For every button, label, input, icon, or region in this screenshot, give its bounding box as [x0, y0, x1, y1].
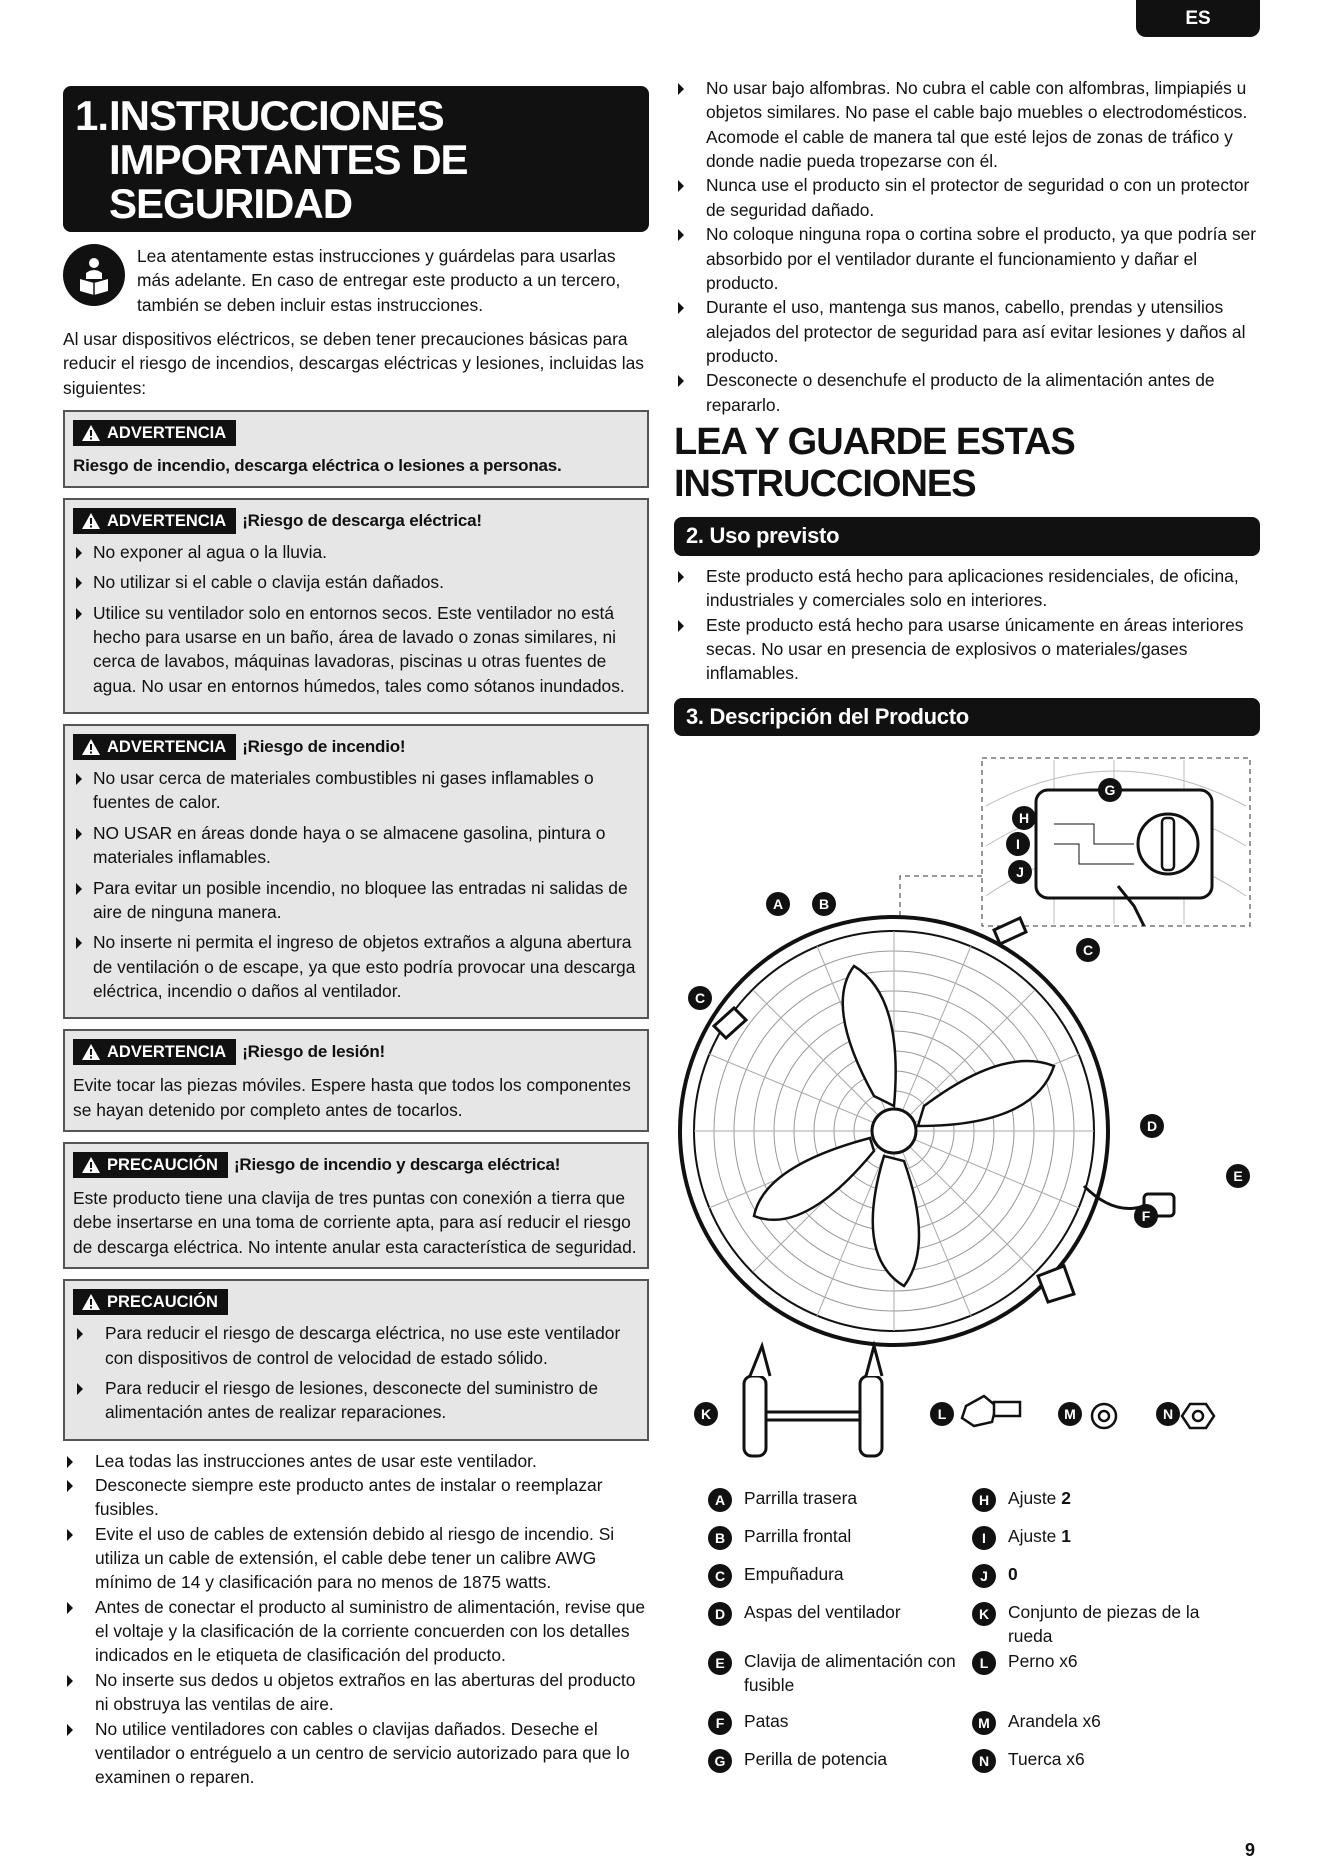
list-item: Desconecte o desenchufe el producto de la alimentación antes de repararlo.: [674, 368, 1260, 417]
warning-box-fire: [63, 724, 649, 1019]
list-item: No inserte sus dedos u objetos extraños en las aberturas del producto ni obstruya las ventilas de aire.: [63, 1668, 649, 1717]
section-3-title: 3. Descripción del Producto: [674, 698, 1260, 737]
callout-n: N: [1156, 1402, 1180, 1426]
warning-triangle-icon: [81, 1293, 101, 1311]
callout-g: G: [1098, 778, 1122, 802]
part-j: J 0: [972, 1562, 1236, 1600]
language-tab: ES: [1136, 0, 1260, 37]
parts-legend: [708, 1486, 1268, 1785]
list-item: Para evitar un posible incendio, no bloquee las entradas ni salidas de aire de ninguna manera.: [73, 876, 639, 925]
warning-badge: ADVERTENCIA: [73, 1039, 236, 1065]
right-column: [674, 76, 1260, 1516]
list-item: Desconecte siempre este producto antes de instalar o reemplazar fusibles.: [63, 1473, 649, 1522]
list-item: No usar bajo alfombras. No cubra el cable con alfombras, limpiapiés u objetos similares. No pase el cable bajo muebles o electrodomésticos. Acomode el cable de manera tal que esté lejos de zonas de tráfico y donde nadie pueda tropezarse con él.: [674, 76, 1260, 173]
page-number: 9: [1245, 1840, 1256, 1860]
part-k: K Conjunto de piezas de la rueda: [972, 1600, 1236, 1649]
list-item: Durante el uso, mantenga sus manos, cabello, prendas y utensilios alejados del protector de seguridad para así evitar lesiones y daños al producto.: [674, 295, 1260, 368]
caution-title: ¡Riesgo de incendio y descarga eléctrica!: [233, 1155, 561, 1175]
callout-m: M: [1058, 1402, 1082, 1426]
warning-box-electric: [63, 498, 649, 714]
list-item: Este producto está hecho para aplicaciones residenciales, de oficina, industriales y comerciales solo en interiores.: [674, 564, 1260, 613]
caution-box-general: [63, 1279, 649, 1440]
caution-body: Este producto tiene una clavija de tres puntas con conexión a tierra que debe insertarse en una toma de corriente apta, para así reducir el riesgo de descarga eléctrica. No intente anular esta característica de seguridad.: [73, 1188, 637, 1257]
callout-c-left: C: [688, 986, 712, 1010]
part-i: I Ajuste 1: [972, 1524, 1236, 1562]
warning-badge: ADVERTENCIA: [73, 734, 236, 760]
warning-list: [73, 540, 639, 698]
part-m: M Arandela x6: [972, 1709, 1236, 1747]
callout-h: H: [1012, 806, 1036, 830]
warning-triangle-icon: [81, 1156, 101, 1174]
part-g: G Perilla de potencia: [708, 1747, 972, 1785]
read-manual-icon: [63, 244, 125, 306]
part-h: H Ajuste 2: [972, 1486, 1236, 1524]
warning-box-general: [63, 410, 649, 488]
intro-text: Lea atentamente estas instrucciones y guárdelas para usarlas más adelante. En caso de entregar este producto a un tercero, también se deben incluir estas instrucciones.: [137, 246, 621, 315]
keep-instructions-heading: LEA Y GUARDE ESTAS INSTRUCCIONES: [674, 421, 1075, 506]
callout-b: B: [812, 892, 836, 916]
section-1-title: 1.INSTRUCCIONES IMPORTANTES DE SEGURIDAD: [63, 86, 649, 232]
safety-list-continued: [674, 76, 1260, 417]
caution-list: [73, 1321, 639, 1424]
part-d: D Aspas del ventilador: [708, 1600, 972, 1649]
intro-block: [63, 244, 649, 317]
caution-badge: PRECAUCIÓN: [73, 1152, 228, 1178]
list-item: Utilice su ventilador solo en entornos secos. Este ventilador no está hecho para usarse en un baño, área de lavado o zonas similares, ni cerca de lavabos, máquinas lavadoras, piscinas u otras fuentes de agua. No usar en entornos húmedos, tales como sótanos inundados.: [73, 601, 639, 698]
callout-k: K: [694, 1402, 718, 1426]
lead-paragraph: Al usar dispositivos eléctricos, se deben tener precauciones básicas para reducir el riesgo de incendios, descargas eléctricas y lesiones, incluidas las siguientes:: [63, 329, 644, 398]
warning-badge: ADVERTENCIA: [73, 508, 236, 534]
section-2-title: 2. Uso previsto: [674, 517, 1260, 556]
list-item: Nunca use el producto sin el protector de seguridad o con un protector de seguridad dañado.: [674, 173, 1260, 222]
fan-illustration: [674, 746, 1260, 1486]
callout-j: J: [1008, 860, 1032, 884]
callout-c-right: C: [1076, 938, 1100, 962]
list-item: No utilice ventiladores con cables o clavijas dañados. Deseche el ventilador o entréguelo a un centro de servicio autorizado para que lo examinen o reparen.: [63, 1717, 649, 1790]
part-l: L Perno x6: [972, 1649, 1236, 1709]
warning-title: ¡Riesgo de lesión!: [242, 1042, 385, 1062]
warning-risk-text: Riesgo de incendio, descarga eléctrica o lesiones a personas.: [73, 456, 562, 476]
callout-d: D: [1140, 1114, 1164, 1138]
part-n: N Tuerca x6: [972, 1747, 1236, 1785]
part-a: A Parrilla trasera: [708, 1486, 972, 1524]
part-f: F Patas: [708, 1709, 972, 1747]
left-column: [63, 86, 649, 1790]
list-item: Lea todas las instrucciones antes de usar este ventilador.: [63, 1449, 649, 1473]
list-item: No inserte ni permita el ingreso de objetos extraños a alguna abertura de ventilación o de escape, ya que esto podría provocar una descarga eléctrica, incendio o daños al ventilador.: [73, 930, 639, 1003]
warning-triangle-icon: [81, 424, 101, 442]
warning-badge: ADVERTENCIA: [73, 420, 236, 446]
part-b: B Parrilla frontal: [708, 1524, 972, 1562]
callout-l: L: [930, 1402, 954, 1426]
list-item: Este producto está hecho para usarse únicamente en áreas interiores secas. No usar en presencia de explosivos o materiales/gases inflamables.: [674, 613, 1260, 686]
list-item: No exponer al agua o la lluvia.: [73, 540, 639, 564]
warning-body: Evite tocar las piezas móviles. Espere hasta que todos los componentes se hayan detenido por completo antes de tocarlos.: [73, 1075, 631, 1120]
intended-use-list: [674, 564, 1260, 686]
part-e: E Clavija de alimentación con fusible: [708, 1649, 972, 1709]
general-safety-list: [63, 1449, 649, 1790]
caution-box-fire-electric: [63, 1142, 649, 1269]
part-c: C Empuñadura: [708, 1562, 972, 1600]
warning-triangle-icon: [81, 512, 101, 530]
caution-badge: PRECAUCIÓN: [73, 1289, 228, 1315]
list-item: Evite el uso de cables de extensión debido al riesgo de incendio. Si utiliza un cable de extensión, el cable debe tener un calibre AWG mínimo de 14 y clasificación para no menos de 1875 watts.: [63, 1522, 649, 1595]
callout-a: A: [766, 892, 790, 916]
list-item: NO USAR en áreas donde haya o se almacene gasolina, pintura o materiales inflamables.: [73, 821, 639, 870]
list-item: No utilizar si el cable o clavija están dañados.: [73, 570, 639, 594]
callout-e: E: [1226, 1164, 1250, 1188]
warning-triangle-icon: [81, 738, 101, 756]
warning-title: ¡Riesgo de incendio!: [242, 737, 406, 757]
list-item: Para reducir el riesgo de descarga eléctrica, no use este ventilador con dispositivos de control de velocidad de estado sólido.: [73, 1321, 639, 1370]
list-item: No usar cerca de materiales combustibles ni gases inflamables o fuentes de calor.: [73, 766, 639, 815]
list-item: Para reducir el riesgo de lesiones, desconecte del suministro de alimentación antes de realizar reparaciones.: [73, 1376, 639, 1425]
callout-i: I: [1006, 832, 1030, 856]
warning-list: [73, 766, 639, 1003]
product-diagram: [674, 746, 1260, 1516]
warning-title: ¡Riesgo de descarga eléctrica!: [242, 511, 482, 531]
warning-triangle-icon: [81, 1043, 101, 1061]
list-item: No coloque ninguna ropa o cortina sobre el producto, ya que podría ser absorbido por el ventilador durante el funcionamiento y dañar el producto.: [674, 222, 1260, 295]
warning-box-injury: [63, 1029, 649, 1132]
callout-f: F: [1134, 1204, 1158, 1228]
list-item: Antes de conectar el producto al suministro de alimentación, revise que el voltaje y la clasificación de la corriente concuerden con los detalles indicados en le etiqueta de clasificación del producto.: [63, 1595, 649, 1668]
